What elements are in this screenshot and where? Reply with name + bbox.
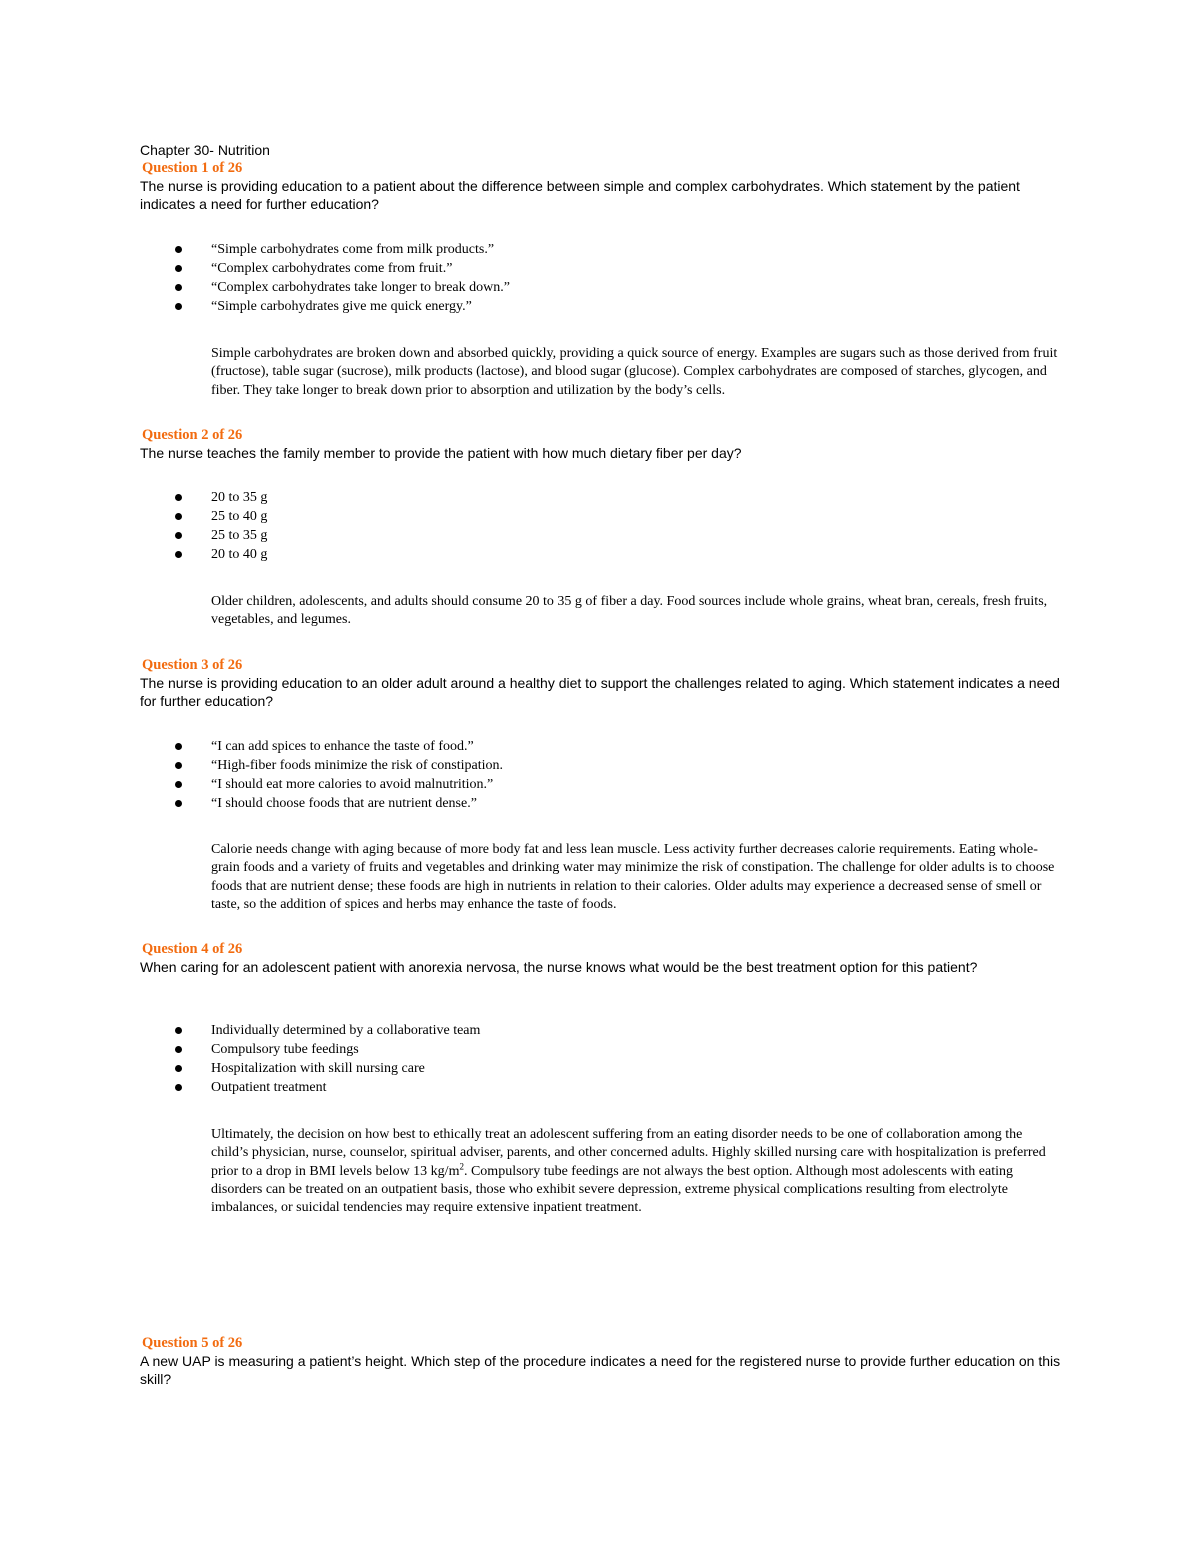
option-item [140,1021,480,1040]
question-5-heading: Question 5 of 26 [142,1335,243,1351]
bullet-icon [175,781,182,788]
bullet-icon [175,265,182,272]
option-text: Individually determined by a collaborative team [211,1023,481,1038]
option-item [140,756,503,775]
question-1-heading: Question 1 of 26 [142,160,243,176]
option-item [140,278,510,297]
question-4-rationale [211,1126,1061,1217]
bullet-icon [175,1084,182,1091]
option-text: “I should choose foods that are nutrient dense.” [211,796,477,811]
option-text: “Simple carbohydrates come from milk products.” [211,242,495,257]
option-text: 25 to 35 g [211,528,268,543]
option-item [140,794,503,813]
question-3-rationale: Calorie needs change with aging because of more body fat and less lean muscle. Less activity further decreases calorie requirements. Eating whole-grain foods and a variety of fruits and vegetables and drinking water may minimize the risk of constipation. The challenge for older adults is to choose foods that are nutrient dense; these foods are high in nutrients in relation to their calories. Older adults may experience a decreased sense of smell or taste, so the addition of spices and herbs may enhance the taste of foods. [211,842,1055,912]
option-item [140,240,510,259]
question-3-options [140,737,503,813]
option-text: “I should eat more calories to avoid malnutrition.” [211,777,494,792]
option-text: “Complex carbohydrates take longer to break down.” [211,280,510,295]
option-text: “High-fiber foods minimize the risk of constipation. [211,758,503,773]
bullet-icon [175,1027,182,1034]
option-text: “I can add spices to enhance the taste of food.” [211,739,474,754]
option-text: “Simple carbohydrates give me quick energy.” [211,299,472,314]
question-2-text: The nurse teaches the family member to provide the patient with how much dietary fiber per day? [140,445,742,461]
question-1-text: The nurse is providing education to a patient about the difference between simple and complex carbohydrates. Which statement by the patient indicates a need for further education? [140,178,1020,212]
option-text: Outpatient treatment [211,1080,327,1095]
bullet-icon [175,303,182,310]
bullet-icon [175,762,182,769]
option-text: 20 to 40 g [211,547,268,562]
bullet-icon [175,1065,182,1072]
option-item [140,1059,480,1078]
option-item [140,1078,480,1097]
option-item [140,1040,480,1059]
option-item [140,259,510,278]
option-item [140,545,267,564]
option-text: “Complex carbohydrates come from fruit.” [211,261,453,276]
question-5-text: A new UAP is measuring a patient’s height. Which step of the procedure indicates a need for the registered nurse to provide further education on this skill? [140,1353,1061,1387]
question-2-heading: Question 2 of 26 [142,427,243,443]
option-text: 25 to 40 g [211,509,268,524]
option-item [140,488,267,507]
question-4-heading: Question 4 of 26 [142,941,243,957]
option-text: Hospitalization with skill nursing care [211,1061,425,1076]
question-1-options [140,240,510,316]
option-item [140,737,503,756]
bullet-icon [175,800,182,807]
question-1-rationale: Simple carbohydrates are broken down and absorbed quickly, providing a quick source of energy. Examples are sugars such as those derived from fruit (fructose), table sugar (sucrose), milk products (lactose), and blood sugar (glucose). Complex carbohydrates are composed of starches, glycogen, and fiber. They take longer to break down prior to absorption and utilization by the body’s cells. [211,346,1058,398]
option-text: Compulsory tube feedings [211,1042,359,1057]
bullet-icon [175,743,182,750]
chapter-title: Chapter 30- Nutrition [140,142,270,158]
bullet-icon [175,551,182,558]
bullet-icon [175,513,182,520]
option-text: 20 to 35 g [211,490,268,505]
question-3-text: The nurse is providing education to an older adult around a healthy diet to support the challenges related to aging. Which statement indicates a need for further education? [140,675,1060,709]
question-4-options [140,1021,480,1097]
bullet-icon [175,1046,182,1053]
option-item [140,775,503,794]
rationale-text-part-2: . Compulsory tube feedings are not always the best option. Although most adolescents with eating disorders can be treated on an outpatient basis, those who exhibit severe depression, extreme physical complications resulting from electrolyte imbalances, or suicidal tendencies may require extensive inpatient treatment. [211,1163,1013,1216]
bullet-icon [175,532,182,539]
bullet-icon [175,246,182,253]
bullet-icon [175,284,182,291]
rationale-text-part-1: Ultimately, the decision on how best to ethically treat an adolescent suffering from an eating disorder needs to be one of collaboration among the child’s physician, nurse, counselor, spiritual adviser, parents, and other concerned adults. Highly skilled nursing care with hospitalization is preferred prior to a drop in BMI levels below 13 kg/m [211,1127,1046,1179]
question-2-rationale: Older children, adolescents, and adults should consume 20 to 35 g of fiber a day. Food sources include whole grains, wheat bran, cereals, fresh fruits, vegetables, and legumes. [211,594,1048,628]
superscript-2: 2 [459,1160,464,1171]
question-2-options [140,488,267,564]
option-item [140,297,510,316]
question-3-heading: Question 3 of 26 [142,657,243,673]
question-4-text: When caring for an adolescent patient with anorexia nervosa, the nurse knows what would be the best treatment option for this patient? [140,959,978,975]
option-item [140,507,267,526]
option-item [140,526,267,545]
bullet-icon [175,494,182,501]
